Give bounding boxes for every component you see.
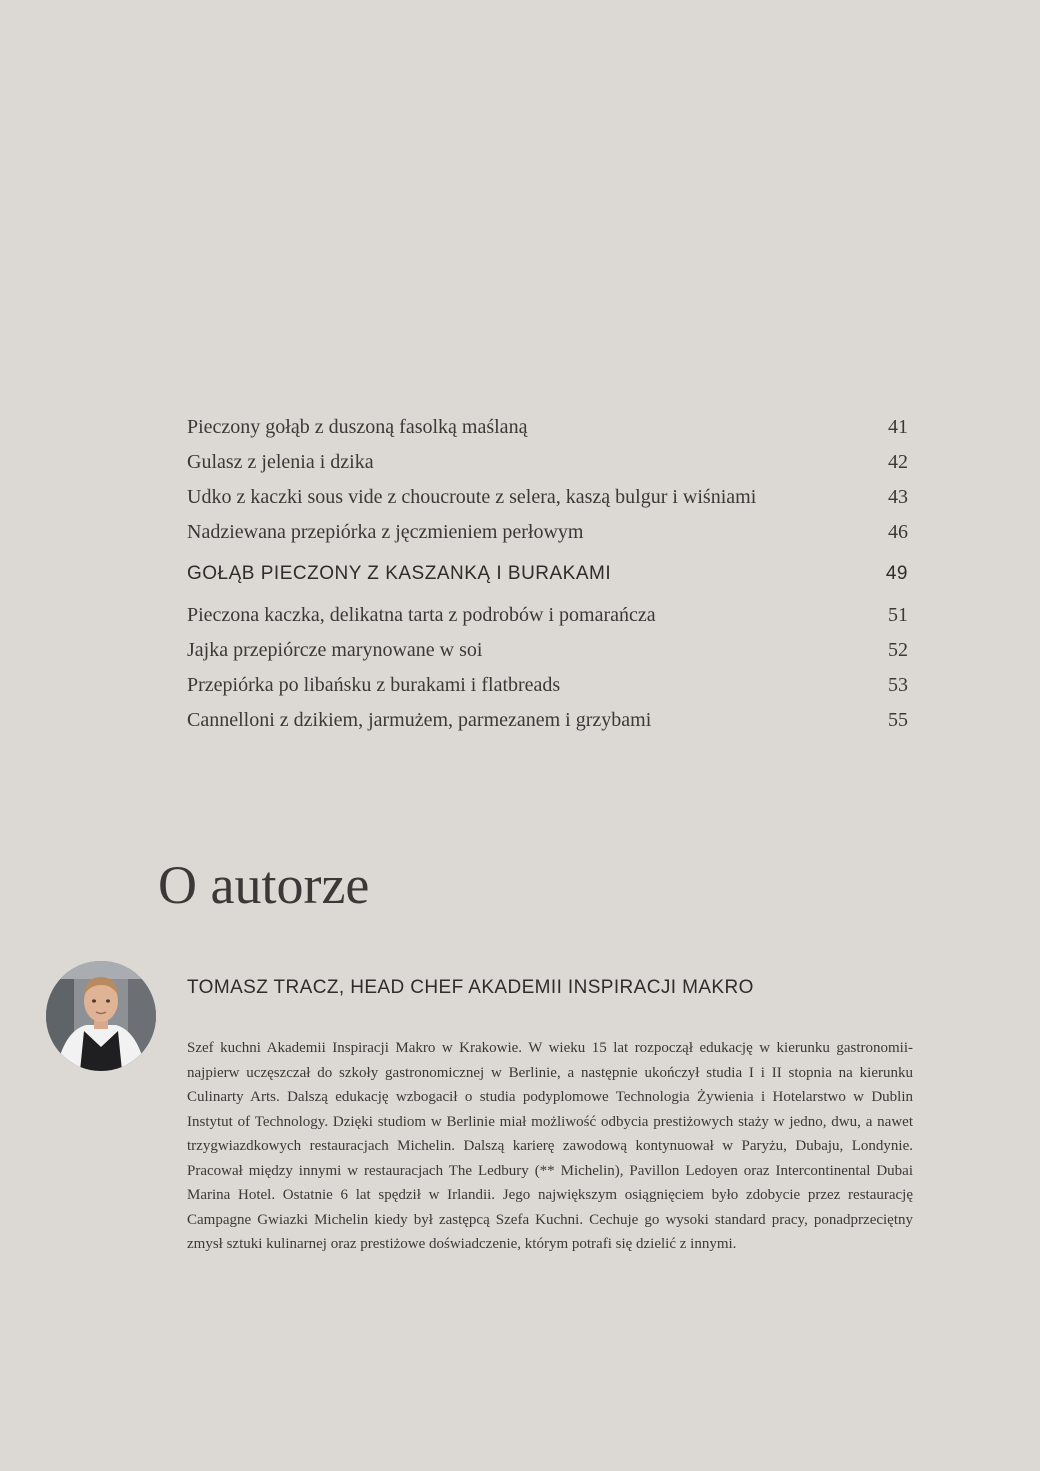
toc-entry-page: 43 bbox=[888, 486, 908, 508]
toc-entry-highlighted[interactable] bbox=[187, 550, 908, 598]
toc-entry-title: Nadziewana przepiórka z jęczmieniem perłowym bbox=[187, 521, 584, 543]
toc-entry-page: 53 bbox=[888, 674, 908, 696]
toc-entry-page: 51 bbox=[888, 604, 908, 626]
toc-entry[interactable] bbox=[187, 633, 908, 668]
chef-portrait-icon bbox=[46, 961, 156, 1071]
toc-entry-title: Pieczony gołąb z duszoną fasolką maślaną bbox=[187, 416, 528, 438]
toc-entry-page: 46 bbox=[888, 521, 908, 543]
toc-entry[interactable] bbox=[187, 598, 908, 633]
toc-entry[interactable] bbox=[187, 410, 908, 445]
toc-entry-page: 52 bbox=[888, 639, 908, 661]
toc-entry-title: Cannelloni z dzikiem, jarmużem, parmezanem i grzybami bbox=[187, 709, 652, 731]
about-author-title: O autorze bbox=[158, 855, 370, 915]
toc-entry-title: Przepiórka po libańsku z burakami i flatbreads bbox=[187, 674, 561, 696]
toc-entry-title: Udko z kaczki sous vide z choucroute z selera, kaszą bulgur i wiśniami bbox=[187, 486, 757, 508]
toc-entry[interactable] bbox=[187, 480, 908, 515]
toc-entry-title: GOŁĄB PIECZONY Z KASZANKĄ I BURAKAMI bbox=[187, 563, 612, 584]
toc-entry-title: Gulasz z jelenia i dzika bbox=[187, 451, 374, 473]
toc-entry-page: 55 bbox=[888, 709, 908, 731]
toc-entry-page: 42 bbox=[888, 451, 908, 473]
toc-entry[interactable] bbox=[187, 445, 908, 480]
toc-entry-title: Jajka przepiórcze marynowane w soi bbox=[187, 639, 483, 661]
toc-entry[interactable] bbox=[187, 515, 908, 550]
toc-entry-page: 49 bbox=[885, 563, 908, 584]
toc-entry-title: Pieczona kaczka, delikatna tarta z podrobów i pomarańcza bbox=[187, 604, 656, 626]
author-heading: TOMASZ TRACZ, HEAD CHEF AKADEMII INSPIRACJI MAKRO bbox=[187, 977, 754, 998]
table-of-contents bbox=[187, 410, 908, 738]
author-bio: Szef kuchni Akademii Inspiracji Makro w Krakowie. W wieku 15 lat rozpoczął edukację w kierunku gastronomii- najpierw uczęszczał do szkoły gastronomicznej w Berlinie, a następnie ukończył studia I i II stopnia na kierunku Culinarty Arts. Dalszą edukację wzbogacił o studia podyplomowe Technologia Żywienia i Hotelarstwo w Dublin Instytut of Technology. Dzięki studiom w Berlinie miał możliwość odbycia prestiżowych staży w jedno, dwu, a nawet trzygwiazdkowych restauracjach Michelin. Dalszą karierę zawodową kontynuował w Paryżu, Dubaju, Londynie. Pracował między innymi w restauracjach The Ledbury (** Michelin), Pavillon Ledoyen oraz Intercontinental Dubai Marina Hotel. Ostatnie 6 lat spędził w Irlandii. Jego największym osiągnięciem było zdobycie przez restaurację Campagne Gwiazki Michelin kiedy był zastępcą Szefa Kuchni. Cechuje go wysoki standard pracy, ponadprzeciętny zmysł sztuki kulinarnej oraz prestiżowe doświadczenie, którym potrafi się dzielić z innymi. bbox=[187, 1040, 913, 1252]
author-avatar bbox=[46, 961, 156, 1071]
toc-entry-page: 41 bbox=[888, 416, 908, 438]
toc-entry[interactable] bbox=[187, 668, 908, 703]
toc-entry[interactable] bbox=[187, 703, 908, 738]
